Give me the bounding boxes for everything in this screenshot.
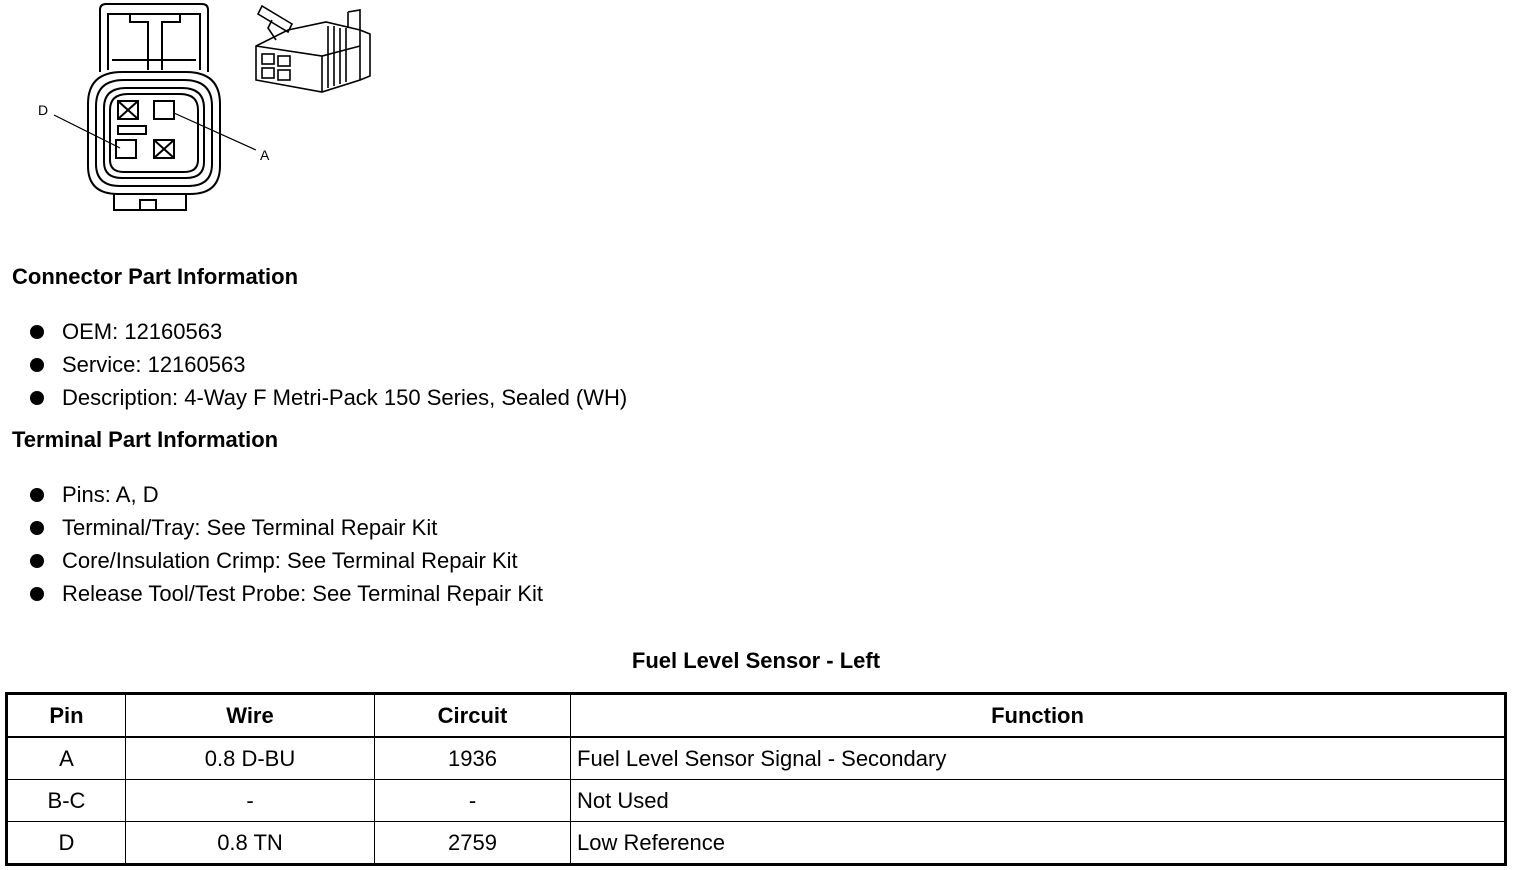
table-row: [7, 822, 1506, 865]
bullet-icon: [30, 587, 44, 601]
pinout-table: [5, 692, 1507, 866]
list-item: Core/Insulation Crimp: See Terminal Repair Kit: [30, 544, 543, 577]
list-item: Service: 12160563: [30, 348, 627, 381]
connector-face-view: [54, 4, 256, 210]
list-item: Terminal/Tray: See Terminal Repair Kit: [30, 511, 543, 544]
header-function: Function: [571, 694, 1506, 738]
callout-a-label: A: [260, 147, 270, 163]
table-title: Fuel Level Sensor - Left: [631, 648, 881, 673]
cell-pin: D: [7, 822, 126, 865]
cell-pin: B-C: [7, 780, 126, 822]
connector-isometric-view: [256, 6, 370, 92]
list-item: OEM: 12160563: [30, 315, 627, 348]
cell-circuit: -: [375, 780, 571, 822]
bullet-icon: [30, 521, 44, 535]
terminal-part-info-list: [30, 478, 543, 610]
header-pin: Pin: [7, 694, 126, 738]
list-item: Pins: A, D: [30, 478, 543, 511]
callout-d-label: D: [38, 102, 49, 118]
cell-wire: -: [126, 780, 375, 822]
cell-wire: 0.8 D-BU: [126, 737, 375, 780]
cell-pin: A: [7, 737, 126, 780]
cell-circuit: 2759: [375, 822, 571, 865]
table-header-row: [7, 694, 1506, 738]
table-row: [7, 737, 1506, 780]
connector-part-info-list: [30, 315, 627, 414]
connector-diagram: [30, 0, 390, 220]
bullet-icon: [30, 391, 44, 405]
bullet-icon: [30, 325, 44, 339]
cell-function: Low Reference: [571, 822, 1506, 865]
table-row: [7, 780, 1506, 822]
cell-function: Fuel Level Sensor Signal - Secondary: [571, 737, 1506, 780]
list-item: Release Tool/Test Probe: See Terminal Repair Kit: [30, 577, 543, 610]
cell-function: Not Used: [571, 780, 1506, 822]
bullet-icon: [30, 488, 44, 502]
bullet-icon: [30, 554, 44, 568]
header-circuit: Circuit: [375, 694, 571, 738]
connector-part-info-heading: Connector Part Information: [12, 264, 299, 289]
terminal-part-info-heading: Terminal Part Information: [12, 427, 279, 452]
cell-circuit: 1936: [375, 737, 571, 780]
cell-wire: 0.8 TN: [126, 822, 375, 865]
header-wire: Wire: [126, 694, 375, 738]
list-item: Description: 4-Way F Metri-Pack 150 Series, Sealed (WH): [30, 381, 627, 414]
bullet-icon: [30, 358, 44, 372]
